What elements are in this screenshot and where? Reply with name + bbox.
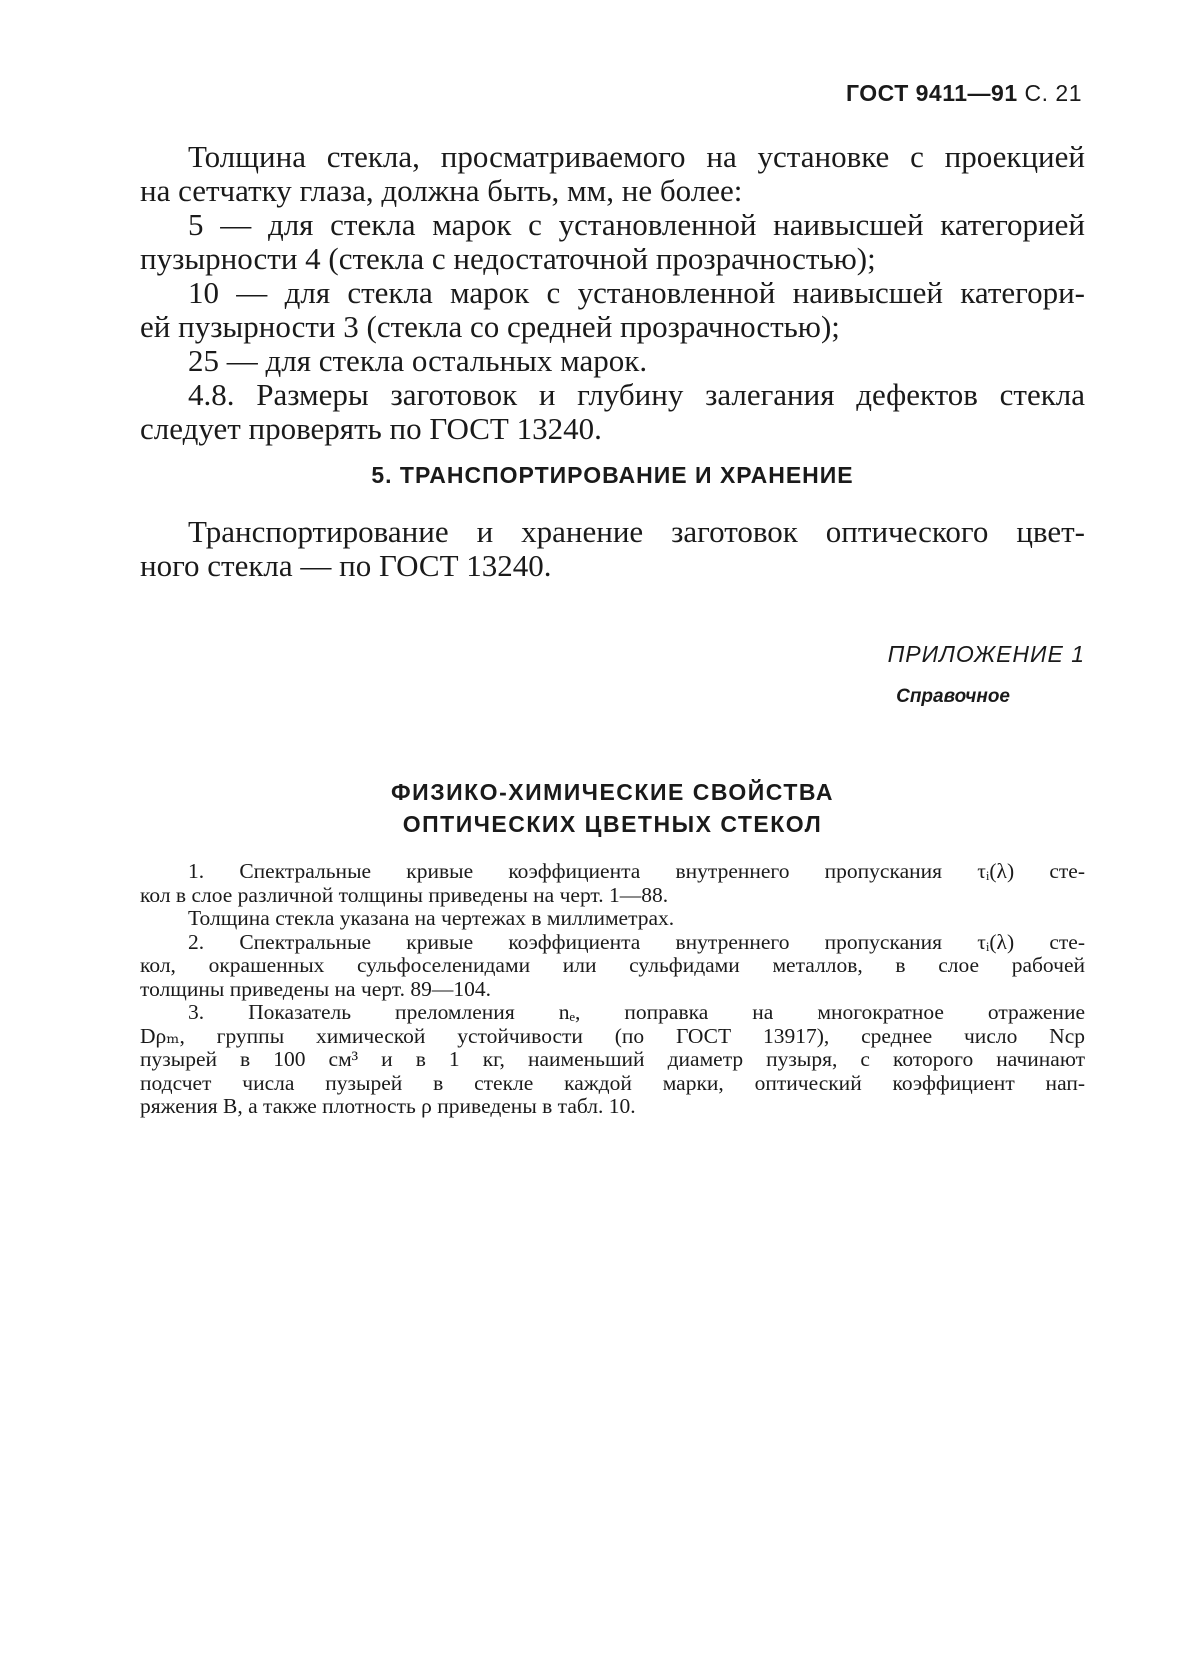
paragraph-line: ей пузырности 3 (стекла со средней прозрачностью);: [140, 309, 840, 344]
paragraph-line: 10 — для стекла марок с установленной наивысшей категори-: [188, 275, 1085, 310]
paragraph-line: подсчет числа пузырей в стекле каждой марки, оптический коэффициент нап-: [140, 1070, 1085, 1095]
paragraph-line: 2. Спектральные кривые коэффициента внутреннего пропускания τᵢ(λ) сте-: [188, 929, 1085, 954]
standard-number: ГОСТ 9411—91: [846, 80, 1018, 106]
paragraph-line: кол в слое различной толщины приведены на черт. 1—88.: [140, 882, 669, 907]
page-number: С. 21: [1024, 80, 1082, 106]
paragraph-line: 4.8. Размеры заготовок и глубину залегания дефектов стекла: [188, 377, 1085, 412]
paragraph-line: пузырей в 100 см³ и в 1 кг, наименьший диаметр пузыря, с которого начинают: [140, 1047, 1085, 1071]
paragraph-line: Транспортирование и хранение заготовок оптического цвет-: [188, 514, 1085, 549]
appendix-label: ПРИЛОЖЕНИЕ 1: [887, 641, 1085, 667]
appendix-title-line: ФИЗИКО-ХИМИЧЕСКИЕ СВОЙСТВА: [391, 779, 834, 805]
paragraph-line: кол, окрашенных сульфоселенидами или сульфидами металлов, в слое рабочей: [140, 953, 1085, 977]
paragraph-line: пузырности 4 (стекла с недостаточной прозрачностью);: [140, 241, 876, 276]
paragraph-line: толщины приведены на черт. 89—104.: [140, 976, 491, 1001]
paragraph-line: Толщина стекла, просматриваемого на установке с проекцией: [188, 139, 1085, 174]
page-header: [832, 80, 1082, 107]
paragraph-line: 3. Показатель преломления nₑ, поправка на многократное отражение: [188, 1000, 1085, 1024]
paragraph-line: ного стекла — по ГОСТ 13240.: [140, 548, 552, 583]
paragraph-line: Толщина стекла указана на чертежах в миллиметрах.: [188, 906, 675, 930]
paragraph-line: ряжения B, а также плотность ρ приведены в табл. 10.: [140, 1094, 636, 1118]
paragraph-line: 1. Спектральные кривые коэффициента внутреннего пропускания τᵢ(λ) сте-: [188, 859, 1085, 883]
appendix-type: Справочное: [896, 686, 1010, 707]
paragraph-line: следует проверять по ГОСТ 13240.: [140, 411, 602, 446]
section4-continuation: [140, 140, 1085, 446]
paragraph-line: 5 — для стекла марок с установленной наивысшей категорией: [188, 207, 1085, 242]
paragraph-line: Dρₘ, группы химической устойчивости (по ГОСТ 13917), среднее число Nср: [140, 1023, 1085, 1048]
appendix-title: [140, 776, 1085, 840]
appendix-title-line: ОПТИЧЕСКИХ ЦВЕТНЫХ СТЕКОЛ: [402, 811, 823, 837]
appendix-body: [140, 860, 1085, 1119]
section5-heading: 5. ТРАНСПОРТИРОВАНИЕ И ХРАНЕНИЕ: [371, 462, 854, 488]
paragraph-line: на сетчатку глаза, должна быть, мм, не более:: [140, 173, 743, 208]
paragraph-line: 25 — для стекла остальных марок.: [188, 343, 648, 378]
section5-body: [140, 515, 1085, 583]
